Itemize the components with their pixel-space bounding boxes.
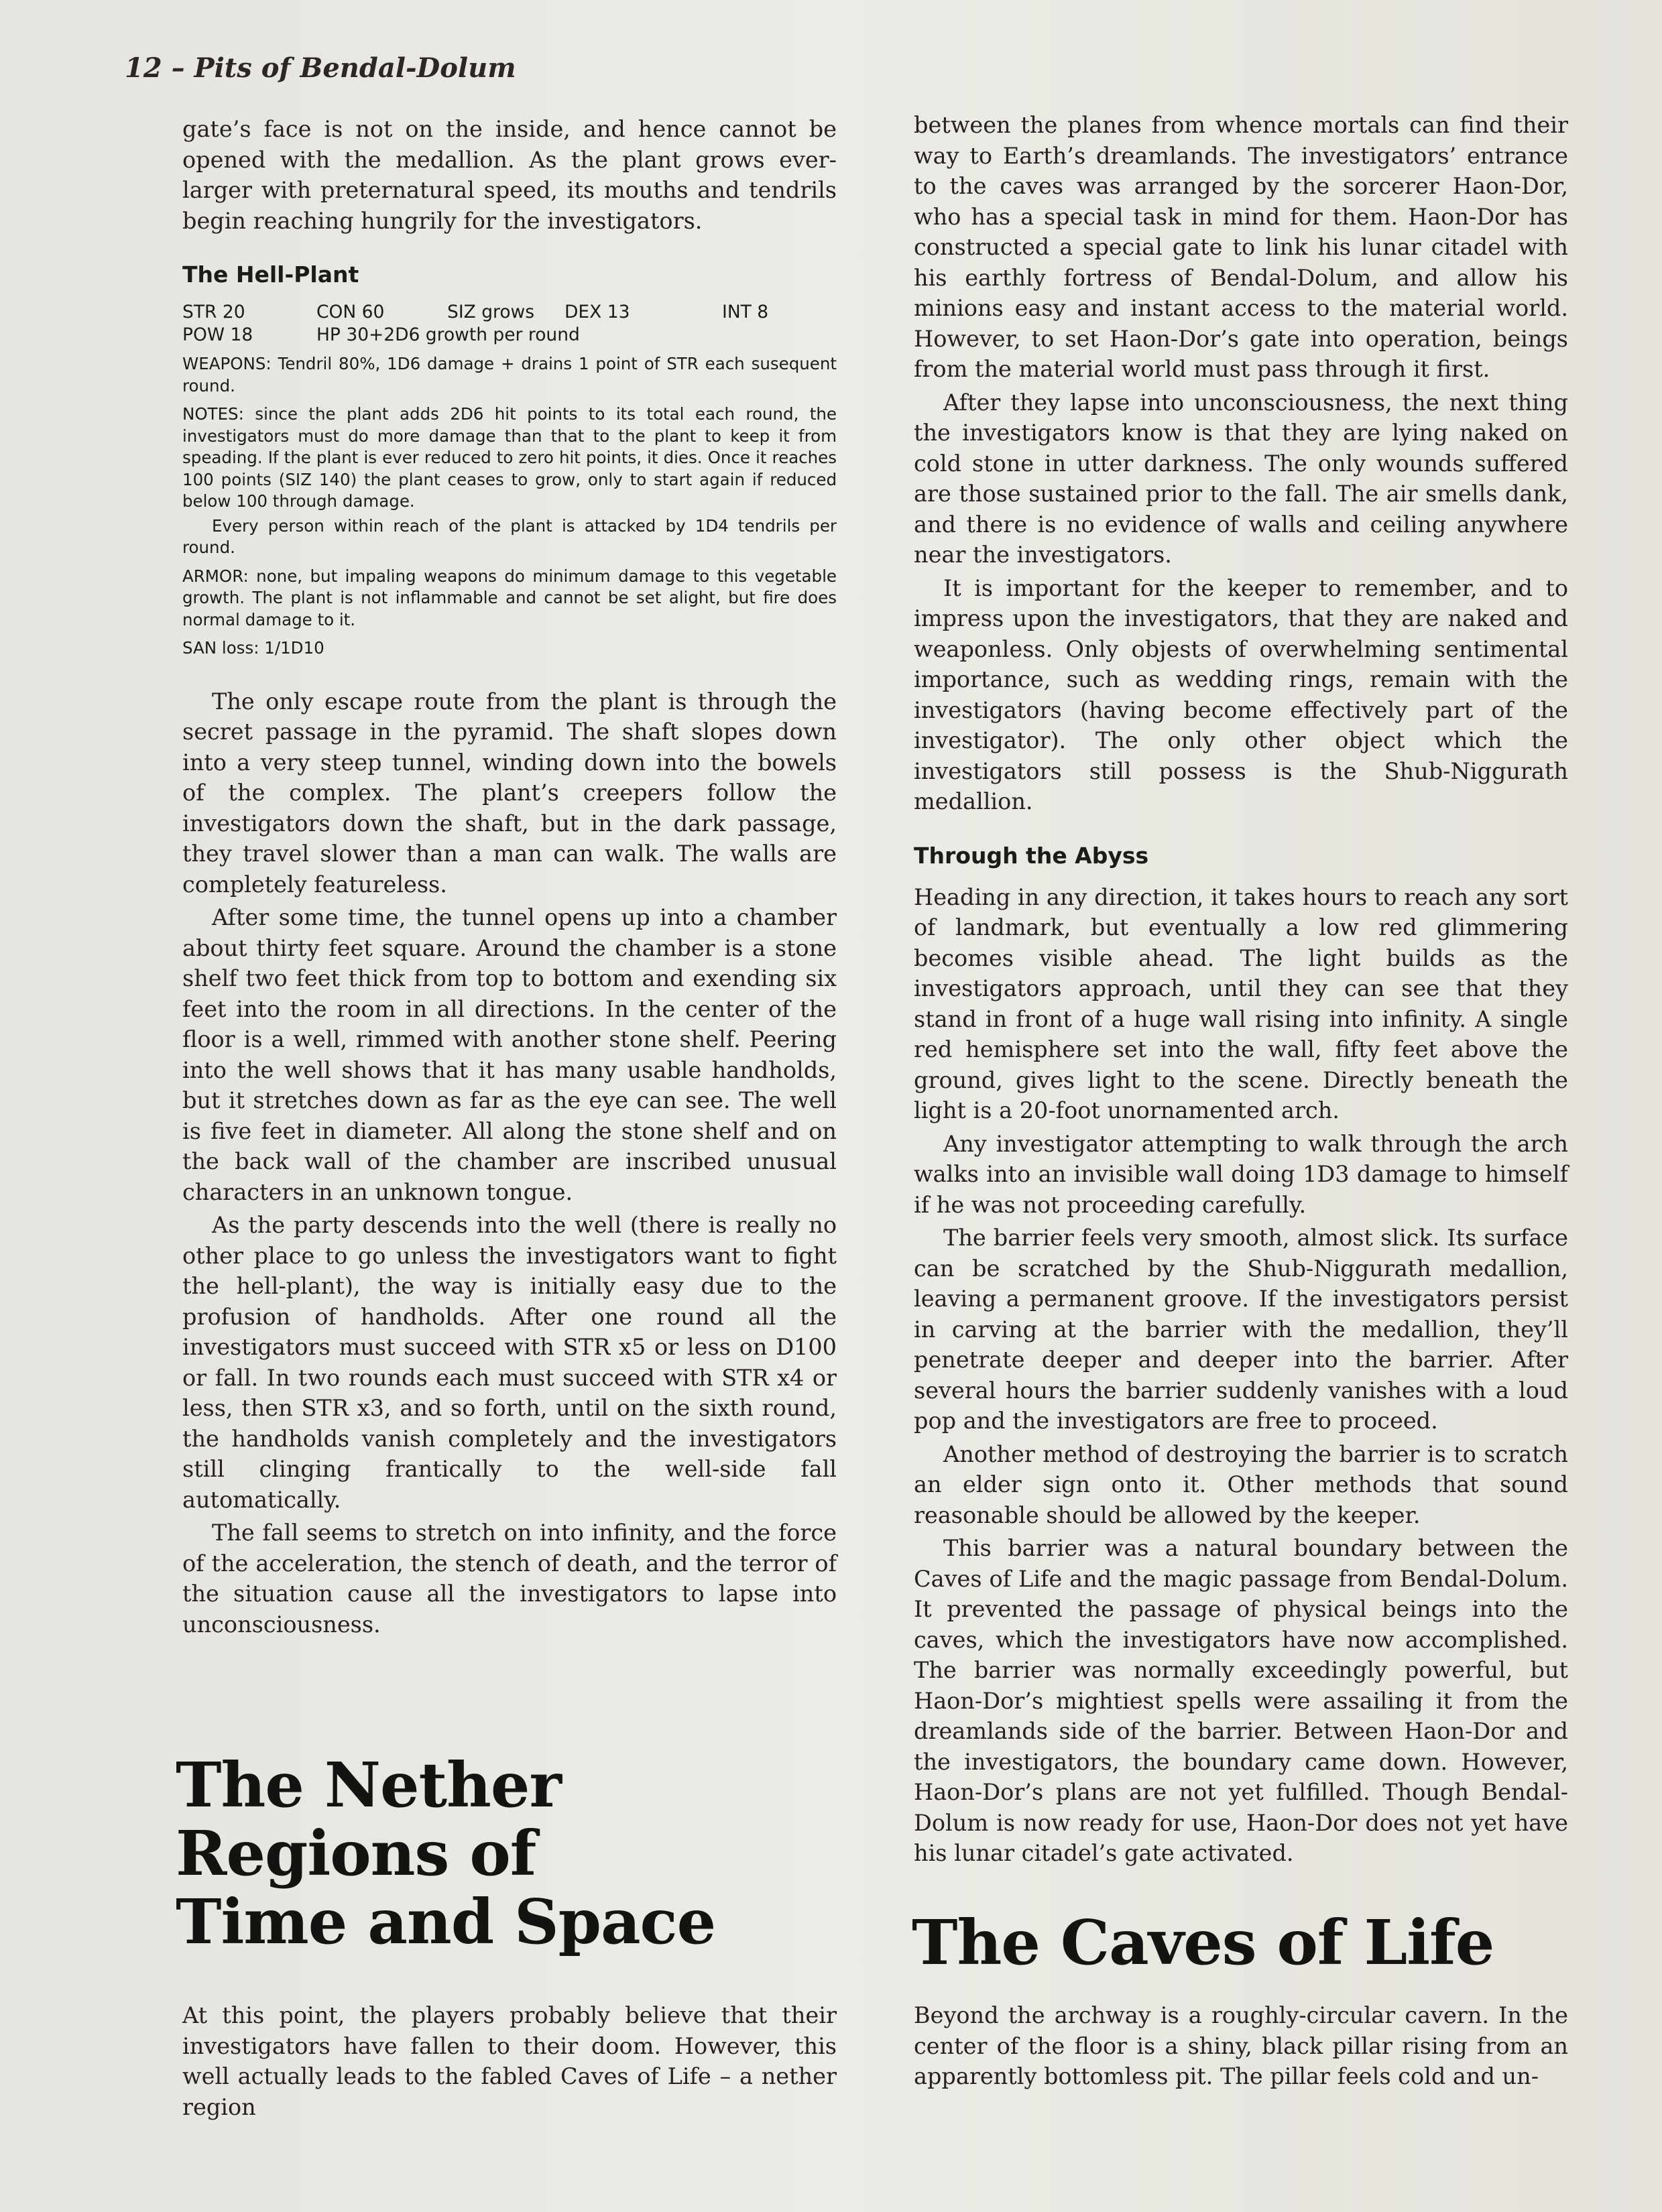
stat-pow: POW 18: [182, 324, 253, 345]
right-paragraph-3: It is important for the keeper to remember, and to impress upon the investigators, that they are naked and weaponless. Only objests of overwhelming sentimental importance, such as wedding rings, remain with the investigators (having become effectively part of the investigator). The only other object which the investigators still possess is the Shub-Niggurath medallion.: [914, 574, 1568, 814]
abyss-paragraph-2: Any investigator attempting to walk through the arch walks into an invisible wall doing 1D3 damage to himself if he was not proceeding carefully.: [914, 1130, 1568, 1218]
right-after-heading: [914, 2000, 1568, 2095]
abyss-paragraph-5: This barrier was a natural boundary between the Caves of Life and the magic passage from Bendal-Dolum. It prevented the passage of physical beings into the caves, which the investigators have now accomplished. The barrier was normally exceedingly powerful, but Haon-Dor’s mightiest spells were assailing it from the dreamlands side of the barrier. Between Haon-Dor and the investigators, the boundary came down. However, Haon-Dor’s plans are not yet fulfilled. Though Bendal-Dolum is now ready for use, Haon-Dor does not yet have his lunar citadel’s gate activated.: [914, 1535, 1568, 1866]
caves-of-life-heading: [912, 1908, 1582, 1977]
stat-int: INT 8: [722, 302, 769, 322]
left-intro-paragraph: gate’s face is not on the inside, and hence cannot be opened with the medallion. As the plant grows ever-larger with preternatural speed, its mouths and tendrils begin reaching hungrily for the investigators.: [182, 116, 837, 234]
abyss-paragraph-4: Another method of destroying the barrier is to scratch an elder sign onto it. Other methods that sound reasonable should be allowed by the keeper.: [914, 1440, 1568, 1528]
stat-notes-2: Every person within reach of the plant is attacked by 1D4 tendrils per round.: [182, 515, 837, 557]
stat-dex: DEX 13: [565, 302, 630, 322]
heading-line-3: Time and Space: [176, 1886, 716, 1958]
stat-san: SAN loss: 1/1D10: [182, 638, 324, 658]
left-paragraph-3: As the party descends into the well (there is really no other place to go unless the investigators want to fight the hell-plant), the way is initially easy due to the profusion of handholds. After one round all the investigators must succeed with STR x5 or less on D100 or fall. In two rounds each must succeed with STR x4 or less, then STR x3, and so forth, until on the sixth round, the handholds vanish completely and the investigators still clinging frantically to the well-side fall automatically.: [182, 1212, 837, 1513]
nether-intro-paragraph: At this point, the players probably believe that their investigators have fallen to their doom. However, this well actually leads to the fabled Caves of Life – a nether region: [182, 2002, 837, 2120]
left-after-heading: [182, 2000, 837, 2125]
stat-notes: NOTES: since the plant adds 2D6 hit points to its total each round, the investigators must do more damage than that to the plant to keep it from speading. If the plant is ever reduced to zero hit points, it dies. Once it reaches 100 points (SIZ 140) the plant ceases to grow, only to start again if reduced below 100 through damage.: [182, 404, 837, 511]
right-paragraph-1: between the planes from whence mortals can find their way to Earth’s dreamlands. The investigators’ entrance to the caves was arranged by the sorcerer Haon-Dor, who has a special task in mind for them. Haon-Dor has constructed a special gate to link his lunar citadel with his earthly fortress of Bendal-Dolum, and allow his minions easy and instant access to the material world. However, to set Haon-Dor’s gate into operation, beings from the material world must pass through it first.: [914, 112, 1568, 382]
stat-str: STR 20: [182, 302, 245, 322]
stat-lines: [182, 301, 837, 347]
caves-intro-paragraph: Beyond the archway is a roughly-circular cavern. In the center of the floor is a shiny, black pillar rising from an apparently bottomless pit. The pillar feels cold and un-: [914, 2002, 1568, 2089]
left-paragraph-2: After some time, the tunnel opens up into a chamber about thirty feet square. Around the chamber is a stone shelf two feet thick from top to bottom and exending six feet into the room in all directions. In the center of the floor is a well, rimmed with another stone shelf. Peering into the well shows that it has many usable handholds, but it stretches down as far as the eye can see. The well is five feet in diameter. All along the stone shelf and on the back wall of the chamber are inscribed unusual characters in an unknown tongue.: [182, 904, 837, 1205]
right-column: [914, 110, 1568, 1871]
stat-block-title: The Hell-Plant: [182, 261, 359, 288]
right-paragraph-2: After they lapse into unconsciousness, the next thing the investigators know is that they are lying naked on cold stone in utter darkness. The only wounds suffered are those sustained prior to the fall. The air smells dank, and there is no evidence of walls and ceiling anywhere near the investigators.: [914, 389, 1568, 568]
stat-armor: ARMOR: none, but impaling weapons do minimum damage to this vegetable growth. The plant is not inflammable and cannot be set alight, but fire does normal damage to it.: [182, 566, 837, 629]
left-paragraph-4: The fall seems to stretch on into infinity, and the force of the acceleration, the stench of death, and the terror of the situation cause all the investigators to lapse into unconsciousness.: [182, 1520, 837, 1638]
caves-heading-text: The Caves of Life: [912, 1906, 1494, 1979]
nether-regions-heading: [176, 1751, 846, 1956]
abyss-paragraph-1: Heading in any direction, it takes hours to reach any sort of landmark, but eventually a low red glimmering becomes visible ahead. The light builds as the investigators approach, until they can see that they stand in front of a huge wall rising into infinity. A single red hemisphere set into the wall, fifty feet above the ground, gives light to the scene. Directly beneath the light is a 20-foot unornamented arch.: [914, 883, 1568, 1123]
stat-row-2: [182, 324, 837, 347]
running-head: 12 – Pits of Bendal-Dolum: [125, 52, 516, 84]
stat-siz: SIZ grows: [447, 302, 535, 322]
hell-plant-stat-block: [182, 261, 837, 660]
left-paragraph-1: The only escape route from the plant is through the secret passage in the pyramid. The shaft slopes down into a very steep tunnel, winding down into the bowels of the complex. The plant’s creepers follow the investigators down the shaft, but in the dark passage, they travel slower than a man can walk. The walls are completely featureless.: [182, 688, 837, 898]
left-column: [182, 114, 837, 1642]
stat-weapons: WEAPONS: Tendril 80%, 1D6 damage + drains 1 point of STR each susequent round.: [182, 354, 837, 395]
abyss-paragraph-3: The barrier feels very smooth, almost slick. Its surface can be scratched by the Shub-Niggurath medallion, leaving a permanent groove. If the investigators persist in carving at the barrier with the medallion, they’ll penetrate deeper and deeper into the barrier. After several hours the barrier suddenly vanishes with a loud pop and the investigators are free to proceed.: [914, 1225, 1568, 1434]
heading-line-2: Regions of: [176, 1817, 536, 1890]
stat-row-1: [182, 301, 837, 324]
heading-line-1: The Nether: [176, 1749, 561, 1821]
abyss-subhead: Through the Abyss: [914, 842, 1149, 869]
stat-hp: HP 30+2D6 growth per round: [316, 324, 580, 345]
stat-con: CON 60: [316, 302, 385, 322]
